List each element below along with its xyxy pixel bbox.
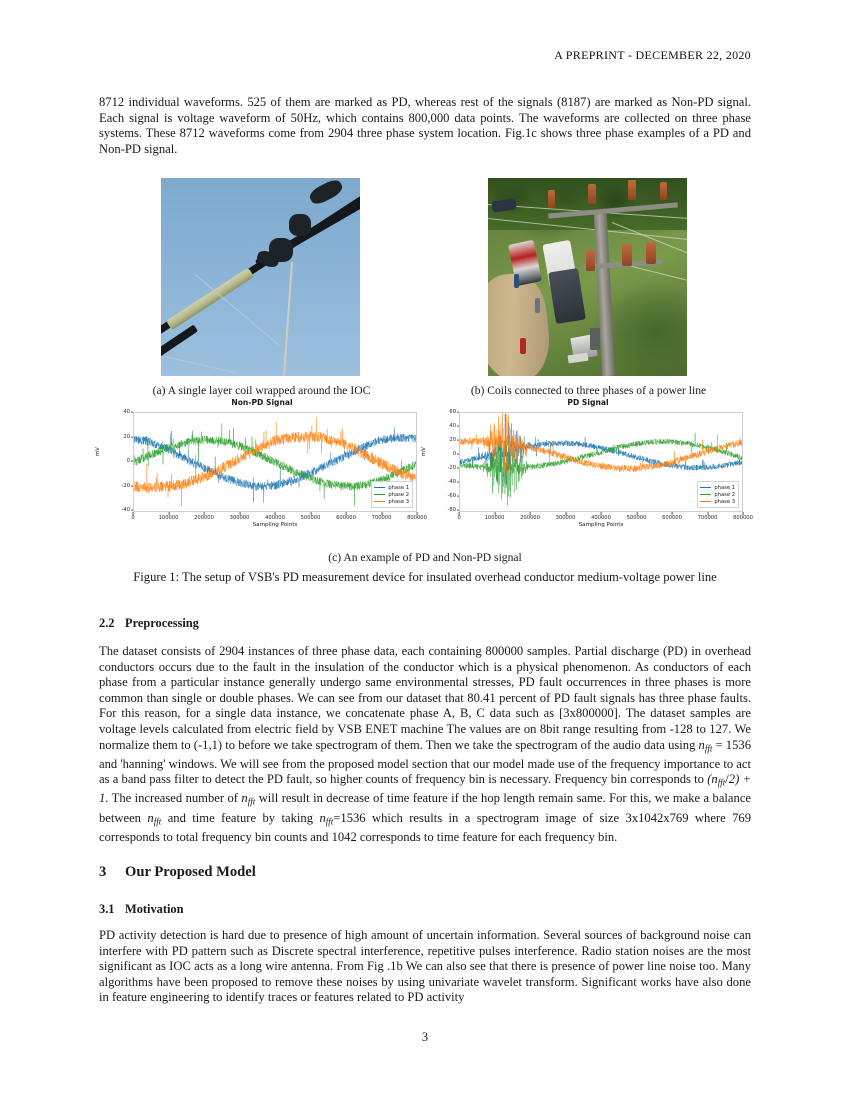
sky-background bbox=[161, 178, 360, 376]
x-tick-label: 700000 bbox=[697, 515, 718, 521]
preprocessing-text-4: will result in decrease of time feature if the hop length remain same. For this, we make a balance between bbox=[99, 791, 751, 825]
photo-coil-around-ioc bbox=[161, 178, 360, 376]
x-tick-label: 600000 bbox=[336, 515, 356, 521]
heading-motivation-title: Motivation bbox=[125, 902, 184, 916]
insulator-top-2 bbox=[588, 184, 596, 204]
y-tick-label: -60 bbox=[447, 493, 456, 499]
figure-photo-row bbox=[99, 178, 751, 376]
section-proposed-model-heading bbox=[99, 864, 751, 881]
x-tick-label: 800000 bbox=[733, 515, 753, 521]
person-blue bbox=[514, 274, 519, 288]
heading-preprocessing-title: Preprocessing bbox=[125, 616, 199, 630]
person-red bbox=[520, 338, 526, 354]
heading-preprocessing-number: 2.2 bbox=[99, 616, 115, 630]
heading-proposed-model-title: Our Proposed Model bbox=[125, 864, 256, 880]
chart-plot-area-non-pd bbox=[133, 412, 417, 512]
chart-xlabel-non-pd: Sampling Points bbox=[252, 522, 298, 528]
legend-color-swatch bbox=[374, 501, 385, 503]
x-tick-label: 0 bbox=[457, 515, 461, 521]
legend-color-swatch bbox=[700, 501, 711, 503]
x-tick-label: 200000 bbox=[194, 515, 214, 521]
x-tick-label: 0 bbox=[131, 515, 135, 521]
legend-item bbox=[374, 484, 409, 491]
legend-item bbox=[700, 498, 735, 505]
running-header bbox=[99, 48, 751, 63]
preprocessing-paragraph bbox=[99, 644, 751, 845]
y-tick-label: -40 bbox=[121, 507, 130, 513]
legend-label: phase 2 bbox=[388, 491, 409, 498]
y-tick-label: 40 bbox=[449, 423, 456, 429]
x-tick-label: 800000 bbox=[407, 515, 427, 521]
math-nfft-2: $n_{fft}$ bbox=[241, 791, 256, 807]
person-gray bbox=[535, 298, 540, 313]
figure-caption: Figure 1: The setup of VSB's PD measurement device for insulated overhead conductor medium-voltage power line bbox=[133, 570, 717, 584]
y-tick-label: 40 bbox=[123, 409, 130, 415]
chart-ylabel-pd: mV bbox=[421, 447, 427, 456]
legend-label: phase 3 bbox=[714, 498, 735, 505]
preprocessing-text-2: = 1536 and 'hanning' windows. We will see from the proposed model section that our model made use of the frequency importance to act as a band pass filter to detect the PD fault, so higher counts of frequency bin is necessary. Frequency bin corresponds to bbox=[99, 737, 751, 787]
x-tick-label: 200000 bbox=[520, 515, 540, 521]
chart-legend-pd bbox=[697, 481, 739, 508]
preprocessing-text-1: The dataset consists of 2904 instances of three phase data, each containing 800000 samples. Partial discharge (PD) in overhead conductors occurs due to the fault in the insulation of the conductor which is a physical phenomenon. As conductors of each phase from a particular instance generally undergo same environmental stresses, PD fault occurrences in three phases is more common than single or double phases. We can see from our dataset that 80.41 percent of PD fault signals has three phase faults. For this reason, for a single data instance, we concatenate phase A, B, C data such as [3x800000]. The dataset samples are voltage levels calculated from electric field by VSB ENET machine The values are on 8bit range resulting from -128 to 127. We normalize them to (-1,1) to before we take spectrogram of them. Then we take the spectrogram of the audio data using bbox=[99, 644, 751, 752]
x-tick-label: 700000 bbox=[371, 515, 392, 521]
chart-title-non-pd: Non-PD Signal bbox=[231, 398, 293, 407]
legend-item bbox=[700, 484, 735, 491]
chart-title-pd: PD Signal bbox=[567, 398, 609, 407]
y-tick-label: 0 bbox=[452, 451, 456, 457]
coil-sensor-3 bbox=[646, 242, 656, 264]
coil-sensor-2 bbox=[622, 244, 632, 266]
chart-xaxis-non-pd bbox=[131, 512, 427, 522]
x-tick-label: 300000 bbox=[229, 515, 250, 521]
x-tick-label: 300000 bbox=[555, 515, 576, 521]
insulator-top-4 bbox=[660, 182, 667, 200]
page-number: 3 bbox=[421, 1030, 429, 1044]
header-text: A PREPRINT - DECEMBER 22, 2020 bbox=[554, 48, 751, 62]
coil-sensor-1 bbox=[586, 250, 595, 271]
x-tick-label: 500000 bbox=[300, 515, 321, 521]
motivation-paragraph-block bbox=[99, 928, 751, 1006]
legend-item bbox=[374, 498, 409, 505]
legend-item bbox=[700, 491, 735, 498]
legend-label: phase 1 bbox=[714, 484, 735, 491]
heading-proposed-model bbox=[99, 864, 751, 881]
math-nfft-4: $n_{fft}$ bbox=[319, 810, 334, 827]
line-clamp-mid bbox=[289, 214, 311, 236]
preprocessing-text-6: =1536 which results in a spectrogram image of size 3x1042x769 where 769 corresponds to total frequency bin counts and 1042 corresponds to time feature for each frequency bin. bbox=[99, 810, 752, 844]
chart-pd-signal bbox=[421, 398, 753, 546]
chart-xlabel-pd: Sampling Points bbox=[578, 522, 624, 528]
y-tick-label: -40 bbox=[447, 479, 456, 485]
chart-yaxis-pd bbox=[431, 409, 456, 513]
insulator-top-3 bbox=[628, 180, 636, 200]
preprocessing-text-3: . The increased number of bbox=[105, 791, 238, 806]
chart-legend-non-pd bbox=[371, 481, 413, 508]
x-tick-label: 100000 bbox=[484, 515, 505, 521]
math-nfft-1: $n_{fft}$ bbox=[698, 737, 713, 754]
heading-motivation bbox=[99, 902, 751, 917]
legend-color-swatch bbox=[700, 487, 711, 489]
subcaption-a: (a) A single layer coil wrapped around the IOC bbox=[152, 384, 371, 397]
y-tick-label: 0 bbox=[126, 458, 130, 464]
legend-label: phase 1 bbox=[388, 484, 409, 491]
legend-item bbox=[374, 491, 409, 498]
heading-preprocessing bbox=[99, 616, 751, 631]
chart-yaxis-non-pd bbox=[105, 409, 130, 513]
subcaption-b: (b) Coils connected to three phases of a power line bbox=[470, 384, 707, 397]
preprocessing-paragraph-block bbox=[99, 644, 751, 845]
series-line-phase-3 bbox=[460, 413, 742, 475]
subcaption-c: (c) An example of PD and Non-PD signal bbox=[328, 551, 522, 564]
math-nfft-3: $n_{fft}$ bbox=[147, 810, 162, 827]
chart-ylabel-non-pd: mV bbox=[95, 447, 101, 456]
intro-paragraph: 8712 individual waveforms. 525 of them are marked as PD, whereas rest of the signals (8187) are marked as Non-PD signal. Each signal is voltage waveform of 50Hz, which contains 800,000 data points. The waveforms are collected on three phase systems. These 8712 waveforms come from 2904 three phase system location. Fig.1c shows three phase examples of a PD and Non-PD signal. bbox=[99, 95, 751, 156]
chart-non-pd-signal bbox=[95, 398, 427, 546]
y-tick-label: 20 bbox=[123, 433, 130, 440]
heading-motivation-number: 3.1 bbox=[99, 902, 115, 916]
equipment-cabinet bbox=[590, 328, 600, 350]
y-tick-label: -20 bbox=[121, 482, 130, 489]
legend-color-swatch bbox=[700, 494, 711, 496]
x-tick-label: 400000 bbox=[265, 515, 285, 521]
legend-color-swatch bbox=[374, 487, 385, 489]
legend-label: phase 3 bbox=[388, 498, 409, 505]
heading-proposed-model-number: 3 bbox=[99, 864, 107, 880]
y-tick-label: -80 bbox=[447, 507, 456, 513]
x-tick-label: 400000 bbox=[591, 515, 611, 521]
preprocessing-text-5: and time feature by taking bbox=[167, 810, 313, 825]
y-tick-label: 20 bbox=[449, 437, 456, 443]
legend-label: phase 2 bbox=[714, 491, 735, 498]
x-tick-label: 500000 bbox=[626, 515, 647, 521]
x-tick-label: 600000 bbox=[662, 515, 682, 521]
y-tick-label: 60 bbox=[449, 409, 456, 415]
insulator-top-1 bbox=[548, 190, 555, 208]
legend-color-swatch bbox=[374, 494, 385, 496]
x-tick-label: 100000 bbox=[158, 515, 179, 521]
y-tick-label: -20 bbox=[447, 465, 456, 471]
chart-xaxis-pd bbox=[457, 512, 753, 522]
photo-coils-on-power-line bbox=[488, 178, 687, 376]
intro-paragraph-block bbox=[99, 95, 751, 157]
section-preprocessing-heading bbox=[99, 616, 751, 631]
math-freqbin: $(n_{fft}/2) + 1$ bbox=[99, 772, 751, 806]
section-motivation-heading bbox=[99, 902, 751, 917]
chart-plot-area-pd bbox=[459, 412, 743, 512]
motivation-paragraph: PD activity detection is hard due to presence of high amount of uncertain information. Several sources of background noise can interfere with PD pattern such as Discrete spectral interference, repetitive pulses interference. Radio station noises are the most significant as IOC acts as a long wire antenna. From Fig .1b We can also see that there is presence of power line noise too. Many algorithms have been proposed to remove these noises by using univariate wavelet transform. Significant works have also done in feature engineering to identify traces or features related to PD activity bbox=[99, 928, 751, 1005]
